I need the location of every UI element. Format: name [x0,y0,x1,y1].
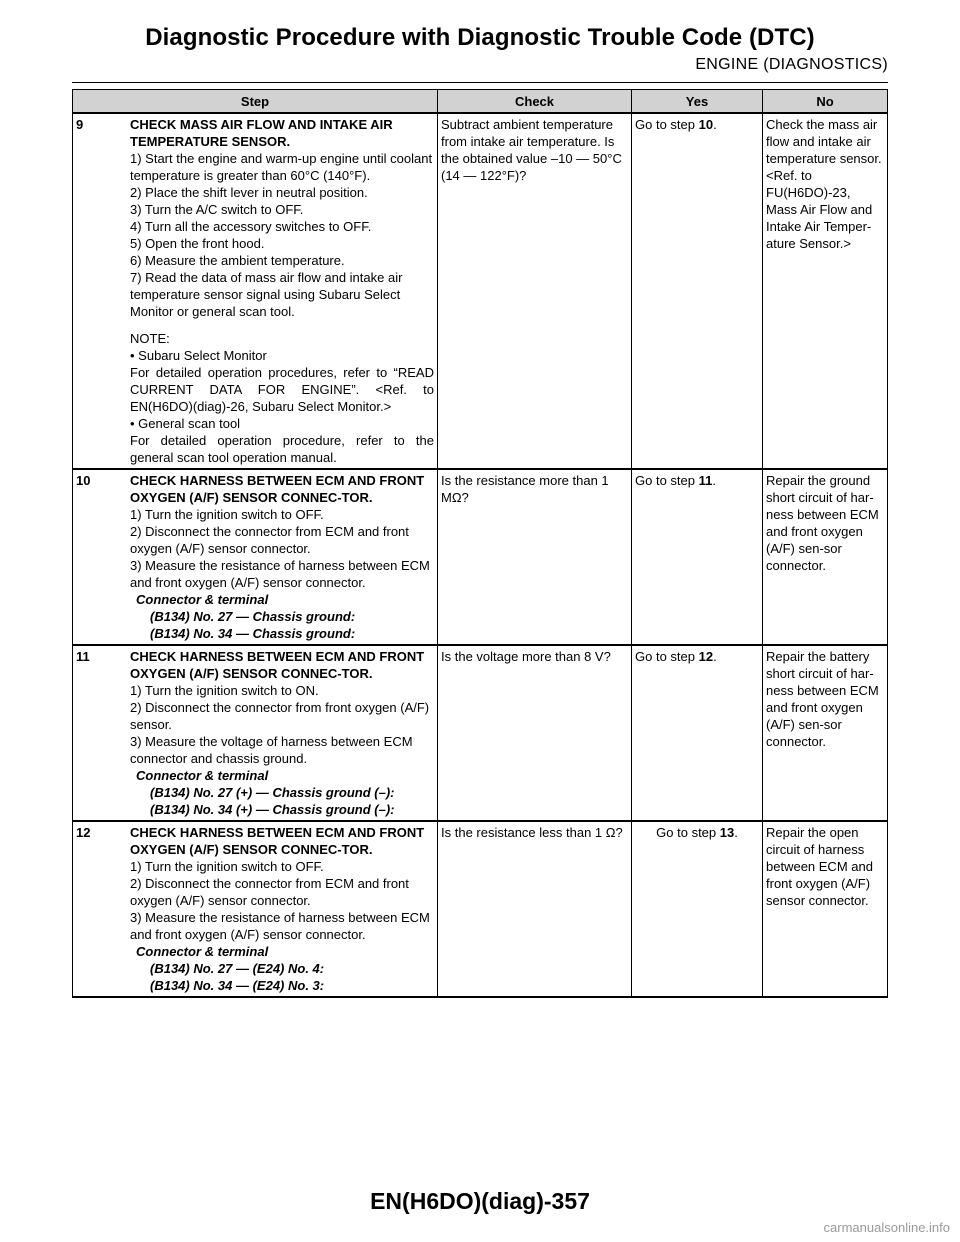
page-title: Diagnostic Procedure with Diagnostic Trouble Code (DTC) [145,24,815,51]
instruction: 1) Turn the ignition switch to OFF. [130,507,324,522]
yes-cell [632,113,763,469]
note-bullet: • Subaru Select Monitor [130,348,267,363]
step-cell [73,113,438,469]
column-header-yes: Yes [632,90,763,114]
instruction: 3) Measure the resistance of harness between ECM and front oxygen (A/F) sensor connector. [130,558,430,590]
check-cell: Is the resistance less than 1 Ω? [438,821,632,997]
column-header-step: Step [73,90,438,114]
step-cell [73,469,438,645]
yes-text: Go to step [635,117,699,132]
instruction: 5) Open the front hood. [130,236,265,251]
step-heading: CHECK HARNESS BETWEEN ECM AND FRONT OXYGEN (A/F) SENSOR CONNEC-TOR. [130,649,425,681]
table-row [73,821,888,997]
no-cell: Repair the open circuit of harness between ECM and front oxygen (A/F) sensor connector. [763,821,888,997]
column-header-no: No [763,90,888,114]
connector-terminal: (B134) No. 27 (+) — Chassis ground (–): [150,785,395,800]
connector-terminal: (B134) No. 27 — (E24) No. 4: [150,961,325,976]
yes-suffix: . [713,117,717,132]
connector-terminal: (B134) No. 34 — Chassis ground: [150,626,356,641]
instruction: 2) Disconnect the connector from ECM and front oxygen (A/F) sensor connector. [130,524,409,556]
table-row [73,645,888,821]
check-cell: Is the voltage more than 8 V? [438,645,632,821]
instruction: 3) Measure the resistance of harness between ECM and front oxygen (A/F) sensor connector. [130,910,430,942]
step-number: 9 [76,117,84,132]
table-header-row [73,90,888,114]
yes-cell [632,645,763,821]
instruction: 3) Turn the A/C switch to OFF. [130,202,304,217]
step-reference: 10 [698,117,714,132]
instruction: 4) Turn all the accessory switches to OFF. [130,219,372,234]
instruction: 2) Disconnect the connector from ECM and front oxygen (A/F) sensor connector. [130,876,409,908]
instruction: 1) Turn the ignition switch to ON. [130,683,319,698]
step-reference: 11 [698,473,713,488]
note-text: For detailed operation procedure, refer to the general scan tool operation manual. [130,433,434,465]
check-cell: Is the resistance more than 1 MΩ? [438,469,632,645]
connector-terminal: (B134) No. 27 — Chassis ground: [150,609,356,624]
connector-title: Connector & terminal [136,768,269,783]
step-cell [73,821,438,997]
step-reference: 12 [698,649,714,664]
yes-cell [632,469,763,645]
yes-text: Go to step [635,473,699,488]
yes-suffix: . [712,473,716,488]
step-number: 10 [76,473,91,488]
step-heading: CHECK HARNESS BETWEEN ECM AND FRONT OXYGEN (A/F) SENSOR CONNEC-TOR. [130,825,425,857]
table-row [73,469,888,645]
step-heading: CHECK MASS AIR FLOW AND INTAKE AIR TEMPERATURE SENSOR. [130,117,393,149]
check-cell: Subtract ambient temperature from intake air temperature. Is the obtained value –10 — 50°C (14 — 122°F)? [438,113,632,469]
instruction: 3) Measure the voltage of harness between ECM connector and chassis ground. [130,734,413,766]
no-cell: Repair the battery short circuit of har-ness between ECM and front oxygen (A/F) sen-sor connector. [763,645,888,821]
note-text: For detailed operation procedures, refer to “READ CURRENT DATA FOR ENGINE”. <Ref. to EN(H6DO)(diag)-26, Subaru Select Monitor.> [130,365,434,414]
no-cell: Repair the ground short circuit of har-ness between ECM and front oxygen (A/F) sen-sor connector. [763,469,888,645]
step-number: 12 [76,825,91,840]
instruction: 1) Turn the ignition switch to OFF. [130,859,324,874]
no-cell: Check the mass air flow and intake air temperature sensor. <Ref. to FU(H6DO)-23, Mass Air Flow and Intake Air Temper-ature Sensor.> [763,113,888,469]
connector-terminal: (B134) No. 34 — (E24) No. 3: [150,978,325,993]
connector-terminal: (B134) No. 34 (+) — Chassis ground (–): [150,802,395,817]
step-cell [73,645,438,821]
instruction: 2) Disconnect the connector from front oxygen (A/F) sensor. [130,700,430,732]
instruction: 7) Read the data of mass air flow and intake air temperature sensor signal using Subaru Select Monitor or general scan tool. [130,270,403,319]
instruction: 2) Place the shift lever in neutral position. [130,185,368,200]
yes-suffix: . [713,649,717,664]
step-heading: CHECK HARNESS BETWEEN ECM AND FRONT OXYGEN (A/F) SENSOR CONNEC-TOR. [130,473,425,505]
page-header [0,0,960,84]
yes-suffix: . [734,825,738,840]
connector-title: Connector & terminal [136,592,269,607]
watermark-link[interactable]: carmanualsonline.info [823,1220,950,1235]
connector-title: Connector & terminal [136,944,269,959]
section-subtitle: ENGINE (DIAGNOSTICS) [695,56,888,73]
table-row [73,113,888,469]
instruction: 1) Start the engine and warm-up engine until coolant temperature is greater than 60°C (140°F). [130,151,433,183]
page-number: EN(H6DO)(diag)-357 [370,1188,590,1214]
instruction: 6) Measure the ambient temperature. [130,253,345,268]
note-bullet: • General scan tool [130,416,241,431]
yes-cell [632,821,763,997]
note-label: NOTE: [130,331,170,346]
column-header-check: Check [438,90,632,114]
yes-text: Go to step [635,649,699,664]
step-number: 11 [76,649,90,664]
header-rule [72,82,888,83]
diagnostic-procedure-table [72,89,888,998]
yes-text: Go to step [656,825,720,840]
step-reference: 13 [719,825,735,840]
